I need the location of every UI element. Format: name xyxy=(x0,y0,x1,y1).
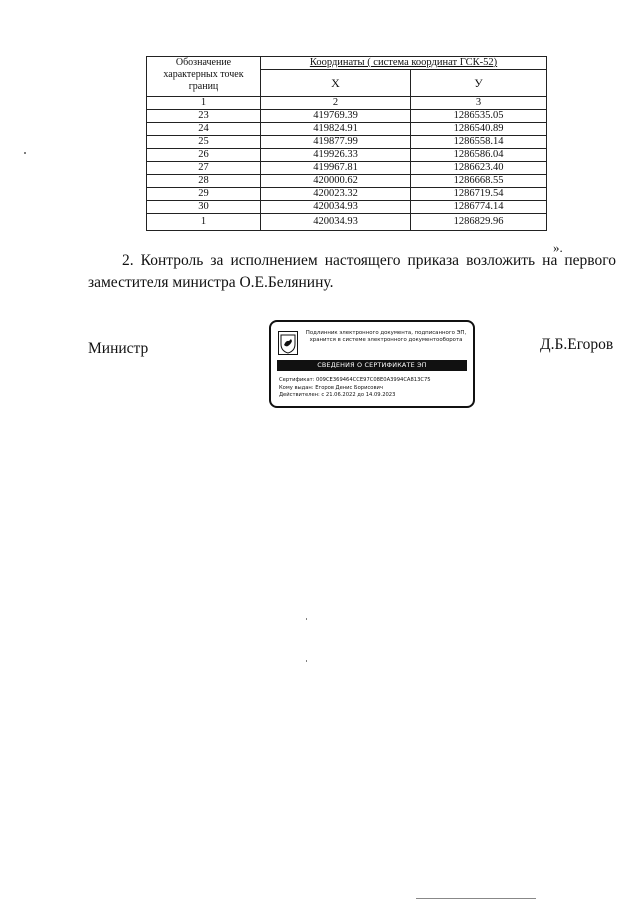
certificate-line: Сертификат: 009CE369464CCE97C08E0A3994CA813C75 xyxy=(279,377,431,383)
y-cell: 1286586.04 xyxy=(411,149,547,162)
scan-speck xyxy=(306,660,307,662)
stamp-notice: Подлинник электронного документа, подписанного ЭП, хранится в системе электронного документооборота xyxy=(305,330,467,343)
x-cell: 420034.93 xyxy=(261,214,411,231)
x-cell: 419967.81 xyxy=(261,162,411,175)
x-cell: 419769.39 xyxy=(261,110,411,123)
point-cell: 28 xyxy=(147,175,261,188)
point-cell: 30 xyxy=(147,201,261,214)
point-cell: 29 xyxy=(147,188,261,201)
axis-x-header: X xyxy=(261,70,411,97)
table-header-row xyxy=(147,57,547,70)
x-cell: 420023.32 xyxy=(261,188,411,201)
x-cell: 419926.33 xyxy=(261,149,411,162)
table-row xyxy=(147,162,547,175)
paragraph-text: 2. Контроль за исполнением настоящего приказа возложить на первого заместителя министра О.Е.Белянину. xyxy=(88,252,616,291)
point-cell: 23 xyxy=(147,110,261,123)
x-cell: 420000.62 xyxy=(261,175,411,188)
scan-speck xyxy=(306,618,307,620)
axis-y-header: У xyxy=(411,70,547,97)
issued-to-line: Кому выдан: Егоров Денис Борисович xyxy=(279,384,383,391)
column-number: 2 xyxy=(261,97,411,110)
point-header: Обозначение характерных точек границ xyxy=(147,57,261,97)
column-number: 3 xyxy=(411,97,547,110)
point-cell: 27 xyxy=(147,162,261,175)
y-cell: 1286774.14 xyxy=(411,201,547,214)
table-row xyxy=(147,201,547,214)
table-row xyxy=(147,214,547,231)
signer-role: Министр xyxy=(88,340,149,357)
table-row xyxy=(147,123,547,136)
coat-of-arms-svg xyxy=(279,332,297,354)
point-cell: 26 xyxy=(147,149,261,162)
stamp-info xyxy=(279,377,471,400)
coords-header-label: Координаты ( система координат ГСК-52) xyxy=(309,57,498,68)
y-cell: 1286558.14 xyxy=(411,136,547,149)
point-cell: 24 xyxy=(147,123,261,136)
y-cell: 1286540.89 xyxy=(411,123,547,136)
column-number-row xyxy=(147,97,547,110)
validity-line: Действителен: с 21.06.2022 до 14.09.2023 xyxy=(279,392,396,399)
paragraph-2 xyxy=(88,250,616,294)
table-row xyxy=(147,175,547,188)
page-edge-line xyxy=(416,898,536,899)
stamp-title: СВЕДЕНИЯ О СЕРТИФИКАТЕ ЭП xyxy=(277,360,467,371)
coat-of-arms-icon xyxy=(278,331,298,355)
x-cell: 419877.99 xyxy=(261,136,411,149)
y-cell: 1286668.55 xyxy=(411,175,547,188)
y-cell: 1286535.05 xyxy=(411,110,547,123)
table-row xyxy=(147,136,547,149)
point-cell: 1 xyxy=(147,214,261,231)
coordinates-table-wrapper xyxy=(146,56,546,231)
coordinates-table xyxy=(146,56,547,231)
closing-quote: ». xyxy=(553,240,563,255)
y-cell: 1286829.96 xyxy=(411,214,547,231)
y-cell: 1286719.54 xyxy=(411,188,547,201)
point-cell: 25 xyxy=(147,136,261,149)
table-row xyxy=(147,188,547,201)
x-cell: 419824.91 xyxy=(261,123,411,136)
signer-name: Д.Б.Егоров xyxy=(540,336,614,353)
y-cell: 1286623.40 xyxy=(411,162,547,175)
coords-header xyxy=(261,57,547,70)
table-row xyxy=(147,110,547,123)
table-row xyxy=(147,149,547,162)
e-signature-stamp xyxy=(269,320,475,408)
x-cell: 420034.93 xyxy=(261,201,411,214)
column-number: 1 xyxy=(147,97,261,110)
scan-speck xyxy=(24,152,26,154)
